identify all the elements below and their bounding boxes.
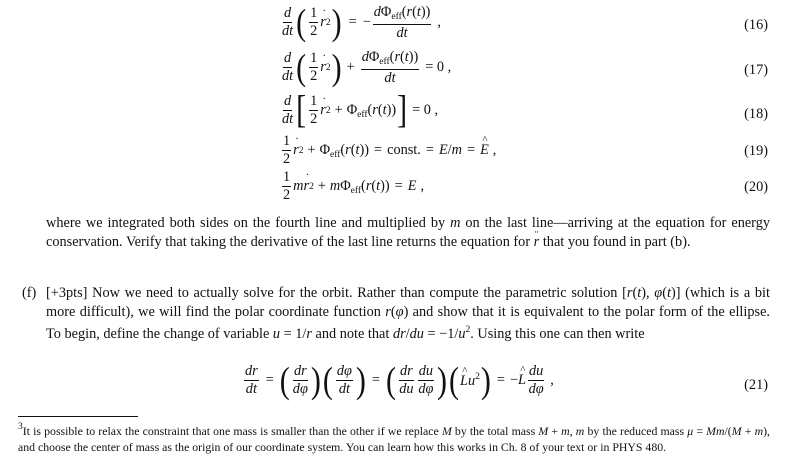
equation-number: (19) — [744, 143, 768, 159]
equation-20: $\frac{1}{2}$ mr ˙ 2 + $m\Phi_{eff}(r(t))$ = E , (20) — [0, 170, 792, 206]
equation-18: $\frac{d}{dt}$ [ $\frac{1}{2}$ r ˙ 2 + $\Phi_{eff}(r(t))$ ] = 0 , (18) — [0, 94, 792, 134]
part-f-label: (f) — [22, 285, 37, 301]
equation-17: $\frac{d}{dt}$ ( $\frac{1}{2}$ r ˙ 2 ) + $\frac{d\Phi_{eff}(r(t))}{dt}$ = 0 , (17) — [0, 50, 792, 90]
equation-number: (21) — [744, 377, 768, 393]
equation-number: (20) — [744, 179, 768, 195]
equation-16: $\frac{d}{dt}$ ( $\frac{1}{2}$ r ˙ 2 ) = − $\frac{d\Phi_{eff}(r(t))}{dt}$ , (16) — [0, 5, 792, 45]
energy-conservation-paragraph: where we integrated both sides on the fourth line and multiplied by m on the last line—arriving at the equation for energy conservation. Verify that taking the derivative of the last line returns the equation for r ¨ that you found in part (b). — [46, 214, 770, 251]
footnote-rule — [18, 416, 138, 417]
equation-19: $\frac{1}{2}$ r ˙ 2 + $\Phi_{eff}(r(t))$ = const. = E / m = E ^ , (19) — [0, 134, 792, 170]
equation-21: $\frac{dr}{dt}$ = ( $\frac{dr}{d\varphi}$ ) ( $\frac{d\varphi}{dt}$ ) = ( $\frac{dr}{du}$ $\frac{du}{d\varphi}$ ) ( L $\^{}u^2$ ) = −L ^ $\frac{du}{d\varphi}$ , (21) — [0, 364, 792, 408]
footnote: $^3$It is possible to relax the constraint that one mass is smaller than the other if we replace M by the total mass M + m, m by the reduced mass μ = Mm/(M + m), and choose the center of mass as the origin of our coordinate system. You can learn how this works in Ch. 8 of your text or in PHYS 480. — [18, 422, 770, 454]
equation-number: (18) — [744, 106, 768, 122]
equation-number: (17) — [744, 62, 768, 78]
equation-number: (16) — [744, 17, 768, 33]
part-f-paragraph: [+3pts] Now we need to actually solve for the orbit. Rather than compute the parametric solution [r(t), φ(t)] (which is a bit more difficult), we will find the polar coordinate function r(φ) and show that it is equivalent to the polar form of the ellipse. To begin, define the change of variable u = 1/r and note that $dr/du = -1/u^2$. Using this one can then write — [46, 285, 770, 342]
